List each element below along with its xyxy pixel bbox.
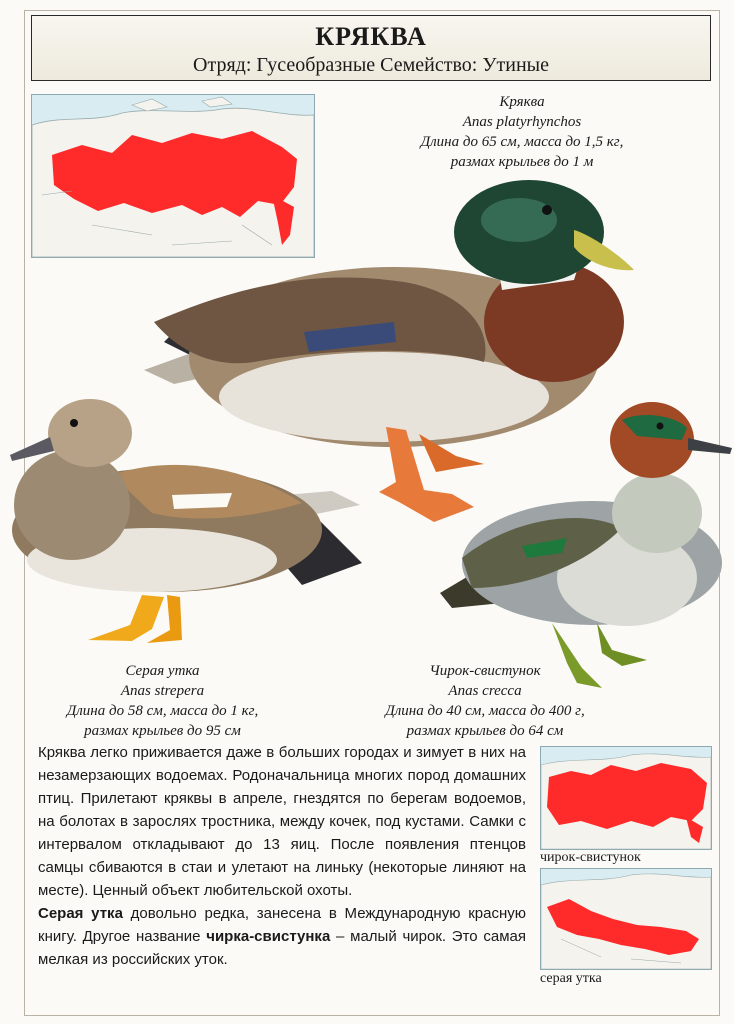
teal-size: Длина до 40 см, масса до 400 г, <box>385 703 585 719</box>
gadwall-latin: Anas strepera <box>120 683 205 699</box>
page-subtitle: Отряд: Гусеобразные Семейство: Утиные <box>193 54 549 76</box>
gadwall-size: Длина до 58 см, масса до 1 кг, <box>66 703 259 719</box>
teal-latin: Anas crecca <box>448 683 522 699</box>
teal-map-label: чирок-свистунок <box>540 850 641 865</box>
gadwall-name: Серая утка <box>125 663 200 679</box>
teal-range-area <box>547 763 707 829</box>
gadwall-term: Серая утка <box>38 905 123 922</box>
mallard-wings: размах крыльев до 1 м <box>450 154 594 170</box>
gadwall-caption <box>20 661 305 741</box>
teal-term: чирка-свистунка <box>206 928 331 945</box>
description-paragraph-2 <box>38 902 526 971</box>
teal-range-map <box>540 746 712 850</box>
gadwall-map-label: серая утка <box>540 971 602 986</box>
mallard-name: Кряква <box>499 94 545 110</box>
page-title: КРЯКВА <box>315 22 427 51</box>
teal-illustration <box>432 398 734 694</box>
mallard-caption <box>372 92 672 172</box>
description-paragraph-1: Кряква легко приживается даже в больших городах и зимует в них на незамерзающих водоемах. Родоначальница многих пород домашних птиц. Прилетают кряквы в апреле, гнездятся по берегам водоемов, на болотах в зарослях тростника, между кочек, под кустами. Самки с интервалом откладывают до 13 яиц. После появления птенцов самцы сбиваются в стаи и улетают на линьку (некоторые линяют на месте). Ценный объект любительской охоты. <box>38 744 526 899</box>
teal-caption <box>345 661 625 741</box>
teal-wings: размах крыльев до 64 см <box>406 723 564 739</box>
mallard-size: Длина до 65 см, масса до 1,5 кг, <box>420 134 624 150</box>
description-text-segment: – малый чирок. Это самая мелкая из российских уток. <box>38 928 526 968</box>
mallard-latin: Anas platyrhynchos <box>462 114 582 130</box>
gadwall-wings: размах крыльев до 95 см <box>84 723 241 739</box>
teal-name: Чирок-свистунок <box>429 663 541 679</box>
gadwall-range-map <box>540 868 712 970</box>
gadwall-illustration <box>2 385 364 653</box>
description-text <box>38 741 526 971</box>
description-text-segment: довольно редка, занесена в Международную красную книгу. Другое название <box>38 905 526 945</box>
page-header <box>31 15 711 81</box>
